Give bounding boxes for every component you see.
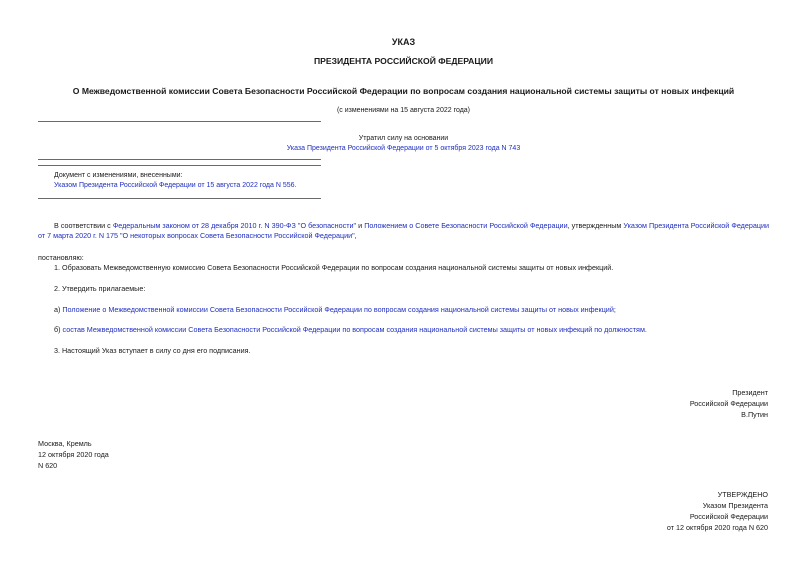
item-2a-prefix: а): [54, 305, 63, 314]
signing-date: 12 октября 2020 года: [38, 450, 109, 459]
doc-subject: О Межведомственной комиссии Совета Безопасности Российской Федерации по вопросам создания национальной системы защиты от новых инфекций: [72, 86, 735, 96]
federal-law-link[interactable]: Федеральным законом от 28 декабря 2010 г. N 390-ФЗ "О безопасности": [112, 221, 357, 230]
item-2b: [54, 325, 647, 335]
preamble-text: и: [356, 221, 363, 230]
decree-word: постановляю:: [38, 253, 84, 262]
approved-text: Российской Федерации: [689, 512, 768, 521]
approved-text: Указом Президента: [702, 501, 768, 510]
signature-title: Президент: [732, 388, 768, 397]
security-council-regulation-link[interactable]: Положением о Совете Безопасности Российской Федерации: [364, 221, 568, 230]
signature-title: Российской Федерации: [689, 399, 768, 408]
invalidation-link[interactable]: Указа Президента Российской Федерации от 5 октября 2023 года N 743: [286, 145, 521, 152]
preamble-text: В соответствии с: [54, 221, 111, 230]
item-3: 3. Настоящий Указ вступает в силу со дня его подписания.: [54, 346, 251, 355]
approved-text: от 12 октября 2020 года N 620: [666, 523, 768, 532]
preamble-text: , утвержденным: [567, 221, 622, 230]
approved-label: УТВЕРЖДЕНО: [717, 490, 768, 499]
divider: [38, 198, 321, 199]
amendments-note: (с изменениями на 15 августа 2022 года): [336, 107, 471, 114]
item-2: 2. Утвердить прилагаемые:: [54, 284, 146, 293]
amended-by-label: Документ с изменениями, внесенными:: [54, 172, 183, 179]
approved-block: [667, 489, 768, 533]
signing-place: Москва, Кремль: [38, 439, 92, 448]
regulation-link[interactable]: Положение о Межведомственной комиссии Совета Безопасности Российской Федерации по вопросам создания национальной системы защиты от новых инфекций;: [62, 305, 616, 314]
place-date-block: [38, 438, 109, 471]
invalidation-text: Утратил силу на основании: [358, 135, 449, 142]
doc-title: УКАЗ: [391, 37, 416, 47]
item-2b-prefix: б): [54, 325, 63, 334]
divider: [38, 165, 321, 166]
doc-issuer: ПРЕЗИДЕНТА РОССИЙСКОЙ ФЕДЕРАЦИИ: [313, 56, 494, 66]
amended-by-link[interactable]: Указом Президента Российской Федерации от 15 августа 2022 года N 556.: [54, 182, 297, 189]
decree-number: N 620: [38, 461, 58, 470]
signature-name: В.Путин: [741, 410, 768, 419]
item-1: 1. Образовать Межведомственную комиссию Совета Безопасности Российской Федерации по вопросам создания национальной системы защиты от новых инфекций.: [54, 263, 614, 272]
composition-link[interactable]: состав Межведомственной комиссии Совета Безопасности Российской Федерации по вопросам создания национальной системы защиты от новых инфекций по должностям.: [62, 325, 647, 334]
signature-block: [690, 387, 768, 420]
decree-175-link[interactable]: Указом Президента Российской Федерации от 7 марта 2020 г. N 175 "О некоторых вопросах Совета Безопасности Российской Федерации": [38, 221, 769, 240]
preamble-text: ,: [354, 231, 357, 240]
item-2a: [54, 305, 616, 315]
preamble-paragraph: [38, 221, 769, 241]
divider: [38, 121, 321, 122]
divider: [38, 159, 321, 160]
